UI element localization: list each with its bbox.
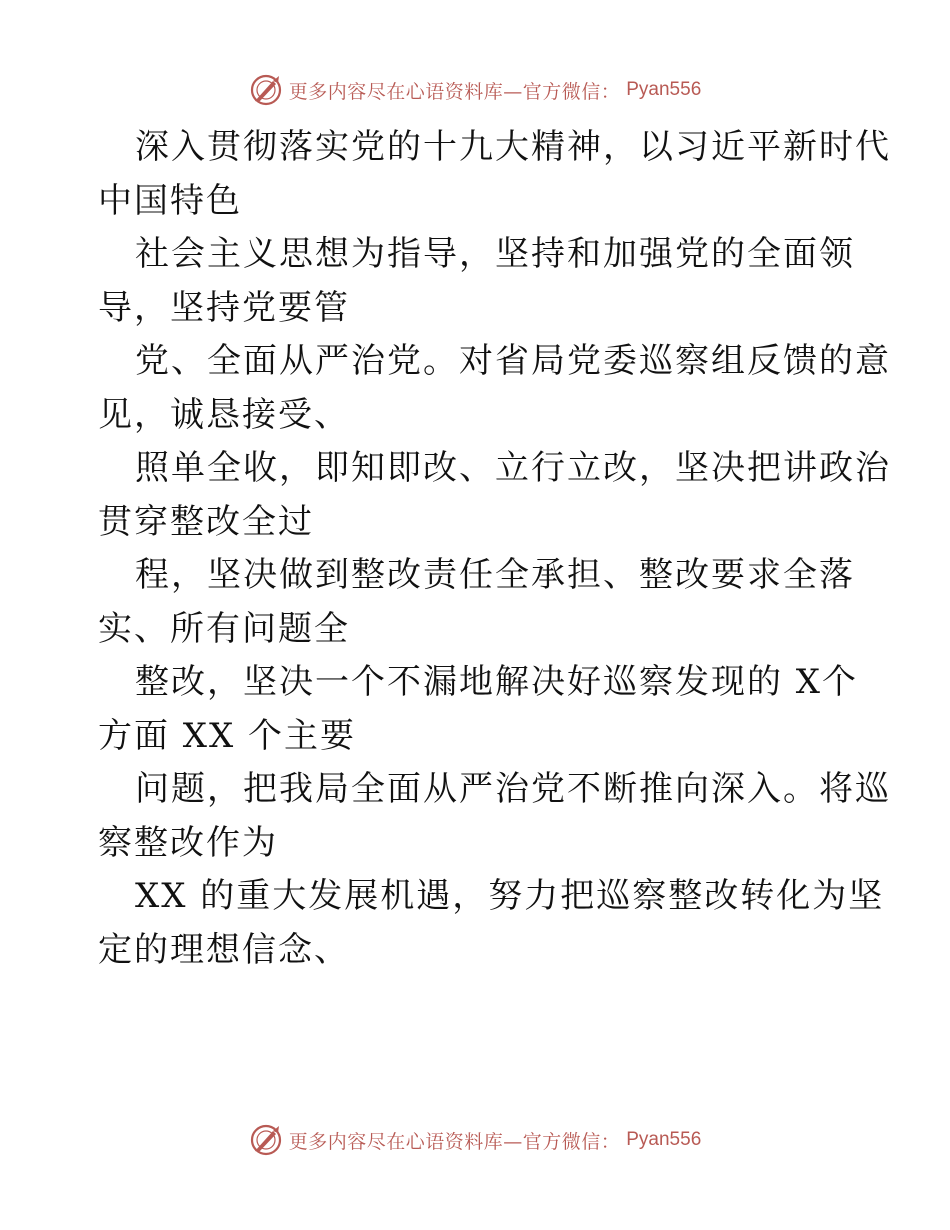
text-line: 整改，坚决一个不漏地解决好巡察发现的 X个: [135, 662, 859, 702]
watermark-wechat-id: Pyan556: [626, 79, 702, 100]
text-line: 方面 XX 个主要: [98, 715, 357, 756]
text-line: 中国特色: [98, 180, 242, 221]
footer-watermark: [0, 1120, 950, 1160]
watermark-text: 更多内容尽在心语资料库—官方微信：: [288, 80, 621, 103]
quill-logo-icon: [249, 1123, 283, 1157]
watermark-text: 更多内容尽在心语资料库—官方微信：: [288, 1130, 621, 1153]
text-line: 贯穿整改全过: [98, 501, 314, 542]
quill-logo-icon: [249, 73, 283, 107]
text-line: 问题，把我局全面从严治党不断推向深入。将巡: [135, 769, 891, 809]
text-line: 照单全收，即知即改、立行立改，坚决把讲政治: [135, 448, 891, 488]
text-line: 见，诚恳接受、: [98, 394, 350, 435]
text-line: XX 的重大发展机遇，努力把巡察整改转化为坚: [135, 876, 885, 916]
watermark-wechat-id: Pyan556: [626, 1129, 702, 1150]
text-line: 程，坚决做到整改责任全承担、整改要求全落: [135, 555, 855, 595]
text-line: 党、全面从严治党。对省局党委巡察组反馈的意: [135, 341, 891, 381]
text-line: 实、所有问题全: [98, 608, 350, 649]
text-line: 定的理想信念、: [98, 929, 350, 970]
text-line: 察整改作为: [98, 822, 278, 863]
document-body: [98, 121, 891, 977]
text-line: 导，坚持党要管: [98, 287, 350, 328]
text-line: 深入贯彻落实党的十九大精神，以习近平新时代: [135, 127, 891, 167]
header-watermark: [0, 70, 950, 110]
text-line: 社会主义思想为指导，坚持和加强党的全面领: [135, 234, 855, 274]
